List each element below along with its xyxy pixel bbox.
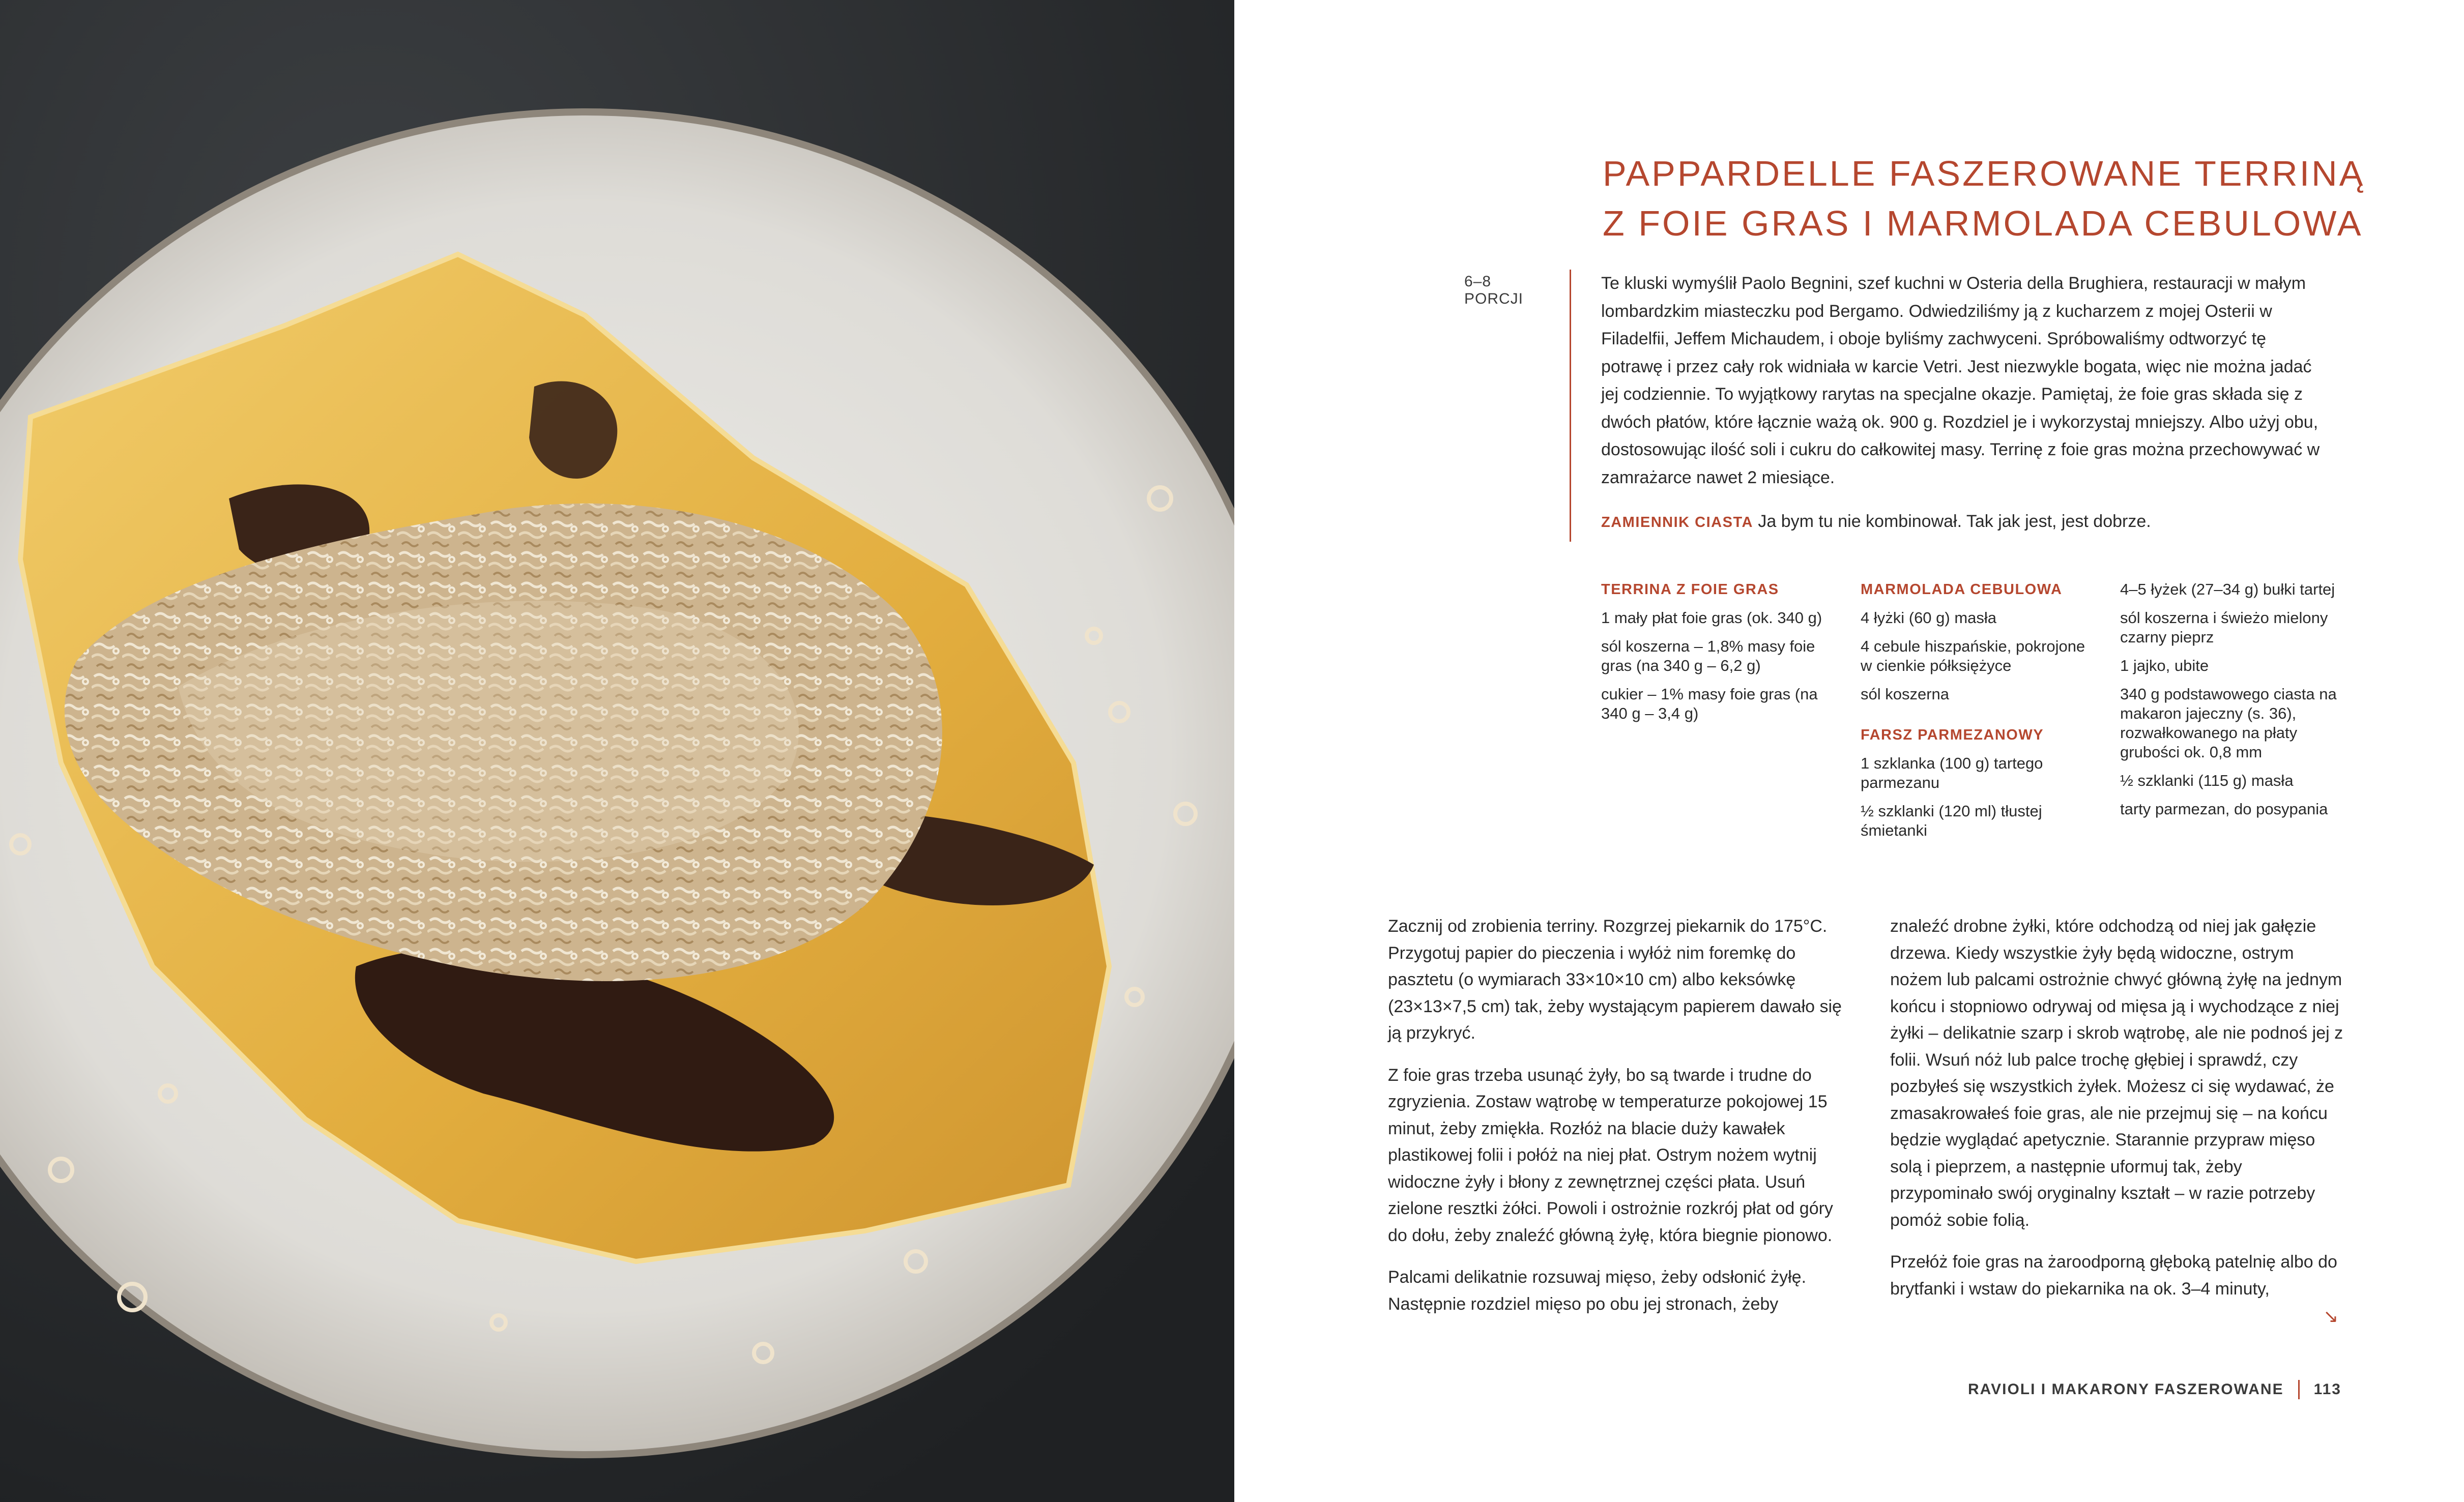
ingredient-item: 340 g podstawowego ciasta na makaron jajeczny (s. 36), rozwałkowanego na płaty grubości ok. 0,8 mm <box>2120 685 2337 761</box>
ingredients-column-3 <box>2120 580 2354 828</box>
ingredient-item: cukier – 1% masy foie gras (na 340 g – 3,4 g) <box>1601 685 1818 722</box>
method-paragraph: Z foie gras trzeba usunąć żyły, bo są twarde i trudne do zgryzienia. Zostaw wątrobę w temperaturze pokojowej 15 minut, żeby zmiękła. Rozłóż na blacie duży kawałek plastikowej folii i połóż na niej płat. Ostrym nożem wytnij widoczne żyły i błony z zewnętrznej części płata. Usuń zielone resztki żółci. Powoli i ostrożnie rozkrój płat od góry do dołu, żeby znaleźć główną żyłę, która biegnie pionowo. <box>1388 1065 1833 1245</box>
recipe-title-line-1: PAPPARDELLE FASZEROWANE TERRINĄ <box>1603 154 2365 193</box>
ingredient-item: 1 jajko, ubite <box>2120 657 2209 674</box>
ingredients-heading-onion-marmalade: MARMOLADA CEBULOWA <box>1861 581 2063 598</box>
ingredient-item: sól koszerna i świeżo mielony czarny pieprz <box>2120 609 2328 646</box>
intro-divider <box>1570 270 1571 542</box>
ingredient-item: sól koszerna – 1,8% masy foie gras (na 340 g – 6,2 g) <box>1601 637 1815 674</box>
ingredient-item: sól koszerna <box>1861 685 1950 703</box>
method-column-left <box>1388 913 1846 1333</box>
method-column-right <box>1890 913 2348 1317</box>
continue-arrow-icon: ↘ <box>2323 1306 2339 1327</box>
method-paragraph: Zacznij od zrobienia terriny. Rozgrzej piekarnik do 175°C. Przygotuj papier do pieczenia i wyłóż nim foremkę do pasztetu (o wymiarach 33×10×10 cm) albo keksówkę (23×13×7,5 cm) tak, żeby wystającym papierem dawało się ją przykryć. <box>1388 917 1842 1043</box>
substitute-text: Ja bym tu nie kombinował. Tak jak jest, jest dobrze. <box>1753 512 2151 531</box>
ingredient-item: 1 szklanka (100 g) tartego parmezanu <box>1861 754 2043 791</box>
page-footer <box>1968 1380 2341 1399</box>
page-number: 113 <box>2313 1381 2341 1398</box>
footer-divider <box>2298 1380 2300 1399</box>
ingredient-item: 4 łyżki (60 g) masła <box>1861 609 1997 627</box>
ingredient-item: 4–5 łyżek (27–34 g) bułki tartej <box>2120 580 2335 598</box>
ingredients-heading-terrine: TERRINA Z FOIE GRAS <box>1601 581 1779 598</box>
ingredient-item: 4 cebule hiszpańskie, pokrojone w cienkie półksiężyce <box>1861 637 2085 674</box>
recipe-intro: Te kluski wymyślił Paolo Begnini, szef kuchni w Osteria della Brughiera, restauracji w małym lombardzkim miasteczku pod Bergamo. Odwiedziliśmy ją z kucharzem z mojej Osterii w Filadelfii, Jeffem Michaudem, i oboje byliśmy zachwyceni. Spróbowaliśmy odtworzyć tę potrawę i przez cały rok widniała w karcie Vetri. Jest niezwykle bogata, więc nie można jadać jej codziennie. To wyjątkowy rarytas na specjalne okazje. Pamiętaj, że foie gras składa się z dwóch płatów, które łącznie ważą ok. 900 g. Rozdziel je i wykorzystaj mniejszy. Albo użyj obu, dostosowując ilość soli i cukru do całkowitej masy. Terrinę z foie gras można przechowywać w zamrażarce nawet 2 miesiące. <box>1601 274 2320 487</box>
servings: 6–8 PORCJI <box>1464 273 1524 307</box>
ingredient-item: ½ szklanki (120 ml) tłustej śmietanki <box>1861 802 2042 839</box>
footer-section-title: RAVIOLI I MAKARONY FASZEROWANE <box>1968 1381 2284 1398</box>
substitute-label: ZAMIENNIK CIASTA <box>1601 514 1753 531</box>
ingredient-item: tarty parmezan, do posypania <box>2120 800 2328 818</box>
dough-substitute-note <box>1601 508 2324 536</box>
ingredient-item: 1 mały płat foie gras (ok. 340 g) <box>1601 609 1822 627</box>
ingredients-column-2 <box>1861 580 2095 849</box>
ingredient-item: ½ szklanki (115 g) masła <box>2120 772 2294 789</box>
recipe-title-line-2: Z FOIE GRAS I MARMOLADA CEBULOWA <box>1603 203 2363 243</box>
recipe-title <box>1603 149 2366 248</box>
method-paragraph: znaleźć drobne żyłki, które odchodzą od niej jak gałęzie drzewa. Kiedy wszystkie żyły będą widoczne, ostrym nożem lub palcami ostrożnie chwyć główną żyłę na jednym końcu i stopniowo odrywaj od mięsa ją i wychodzące z niej żyłki – delikatnie szarp i skrob wątrobę, ale nie podnoś jej z folii. Wsuń nóż lub palce trochę głębiej i sprawdź, czy pozbyłeś się wszystkich żyłek. Możesz ci się wydawać, że zmasakrowałeś foie gras, ale nie przejmuj się – na końcu będzie wyglądać apetycznie. Starannie przypraw mięso solą i pieprzem, a następnie uformuj tak, żeby przypominało swój oryginalny kształt – w razie potrzeby pomóż sobie folią. <box>1890 917 2343 1230</box>
ingredients-heading-parmesan-filling: FARSZ PARMEZANOWY <box>1861 727 2044 743</box>
method-paragraph: Przełóż foie gras na żaroodporną głęboką patelnię albo do brytfanki i wstaw do piekarnika na ok. 3–4 minuty, <box>1890 1252 2337 1299</box>
method-paragraph: Palcami delikatnie rozsuwaj mięso, żeby odsłonić żyłę. Następnie rozdziel mięso po obu jej stronach, żeby <box>1388 1268 1807 1314</box>
ingredients-column-1 <box>1601 580 1835 732</box>
